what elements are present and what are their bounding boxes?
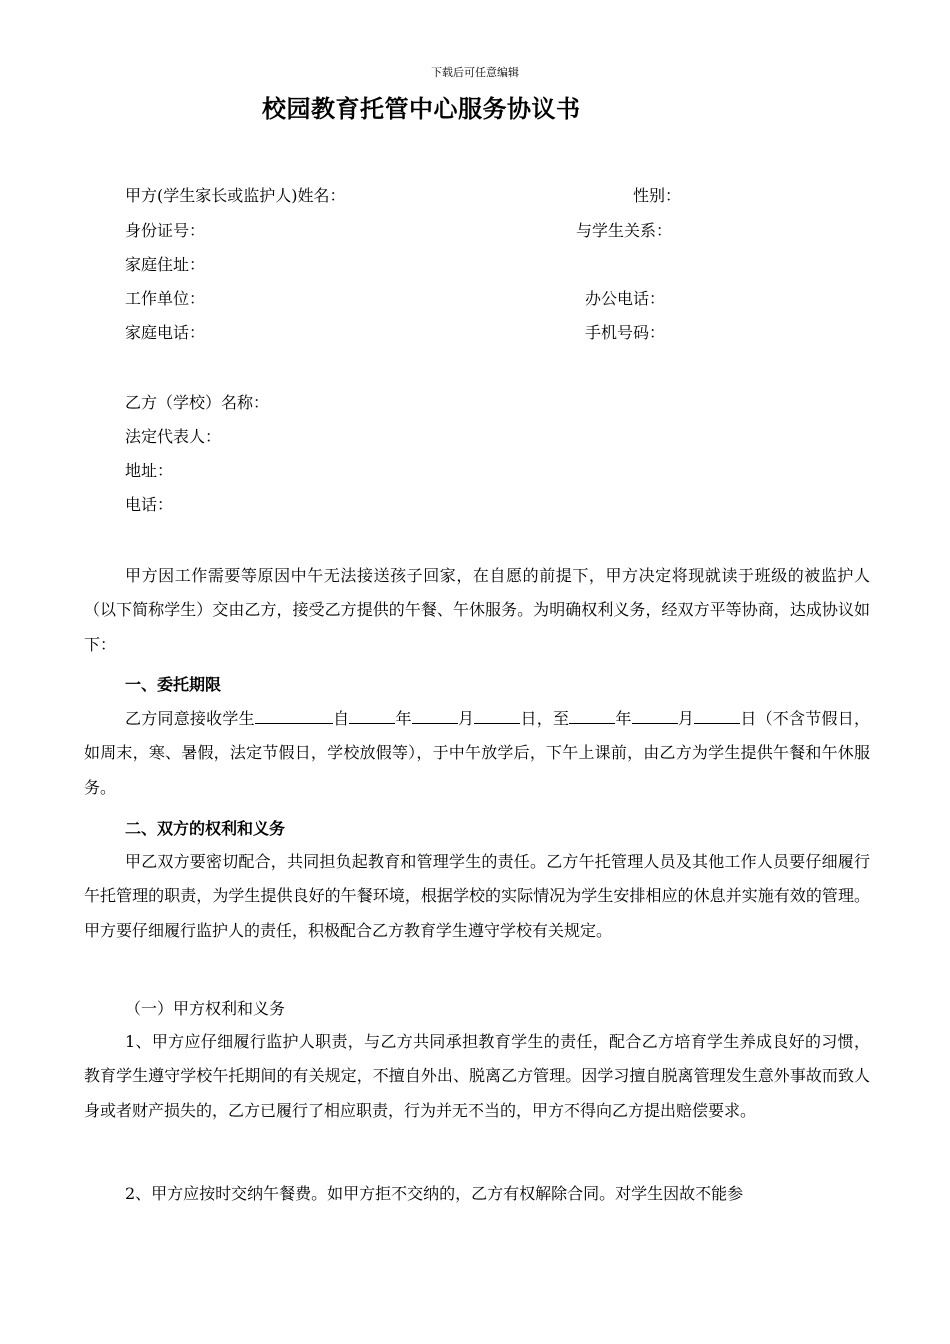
- day-to-text: 日，至: [520, 709, 570, 728]
- month-text-2: 月: [677, 709, 695, 728]
- section-1-end-text: 日（不含节假日，如周末，寒、暑假，法定节假日，学校放假等），于中午放学后，下午上课前，由乙方为学生提供午餐和午休服务。: [84, 709, 870, 797]
- year-text-2: 年: [615, 709, 632, 728]
- party-b-address-label: 地址：: [125, 461, 174, 480]
- subsection-a-item-2: 2、甲方应按时交纳午餐费。如甲方拒不交纳的，乙方有权解除合同。对学生因故不能参: [125, 1184, 744, 1203]
- party-a-id-label: 身份证号：: [125, 221, 206, 240]
- party-a-name-label: 甲方(学生家长或监护人)姓名：: [125, 186, 346, 205]
- start-year-blank: [349, 706, 395, 724]
- subsection-a-item-1: 1、甲方应仔细履行监护人职责，与乙方共同承担教育学生的责任，配合乙方培育学生养成良好的习惯，教育学生遵守学校午托期间的有关规定，不擅自外出、脱离乙方管理。因学习擅自脱离管理发生意外事故而致人身或者财产损失的，乙方已履行了相应职责，行为并无不当的，甲方不得向乙方提出赔偿要求。: [84, 1032, 870, 1120]
- start-day-blank: [474, 706, 520, 724]
- student-name-blank: [255, 706, 333, 724]
- end-year-blank: [569, 706, 615, 724]
- document-title: 校园教育托管中心服务协议书: [262, 94, 581, 123]
- party-a-home-phone-label: 家庭电话：: [125, 323, 206, 342]
- start-month-blank: [412, 706, 458, 724]
- party-a-mobile-label: 手机号码：: [585, 323, 666, 342]
- month-text-1: 月: [457, 709, 475, 728]
- party-a-office-phone-label: 办公电话：: [585, 289, 666, 308]
- party-b-rep-label: 法定代表人：: [125, 427, 222, 446]
- party-a-address-label: 家庭住址：: [125, 255, 206, 274]
- section-1-start-text: 乙方同意接收学生: [125, 709, 255, 728]
- date-from-text: 自: [332, 709, 350, 728]
- section-2-heading: 二、双方的权利和义务: [125, 819, 286, 838]
- party-a-relation-label: 与学生关系：: [576, 221, 673, 240]
- end-month-blank: [632, 706, 678, 724]
- subsection-a-heading: （一）甲方权利和义务: [125, 999, 286, 1018]
- end-day-blank: [694, 706, 740, 724]
- header-note: 下载后可任意编辑: [431, 66, 519, 79]
- intro-paragraph: 甲方因工作需要等原因中午无法接送孩子回家，在自愿的前提下，甲方决定将现就读于班级的被监护人（以下简称学生）交由乙方，接受乙方提供的午餐、午休服务。为明确权利义务，经双方平等协商，达成协议如下：: [84, 566, 870, 654]
- party-a-gender-label: 性别：: [633, 186, 682, 205]
- section-1-heading: 一、委托期限: [125, 675, 222, 694]
- year-text-1: 年: [395, 709, 412, 728]
- section-1-paragraph: [84, 702, 870, 805]
- party-a-work-label: 工作单位：: [125, 289, 206, 308]
- party-b-phone-label: 电话：: [125, 495, 174, 514]
- section-2-paragraph: 甲乙双方要密切配合，共同担负起教育和管理学生的责任。乙方午托管理人员及其他工作人员要仔细履行午托管理的职责，为学生提供良好的午餐环境，根据学校的实际情况为学生安排相应的休息并实施有效的管理。甲方要仔细履行监护人的责任，积极配合乙方教育学生遵守学校有关规定。: [84, 852, 870, 940]
- party-b-name-label: 乙方（学校）名称：: [125, 393, 270, 412]
